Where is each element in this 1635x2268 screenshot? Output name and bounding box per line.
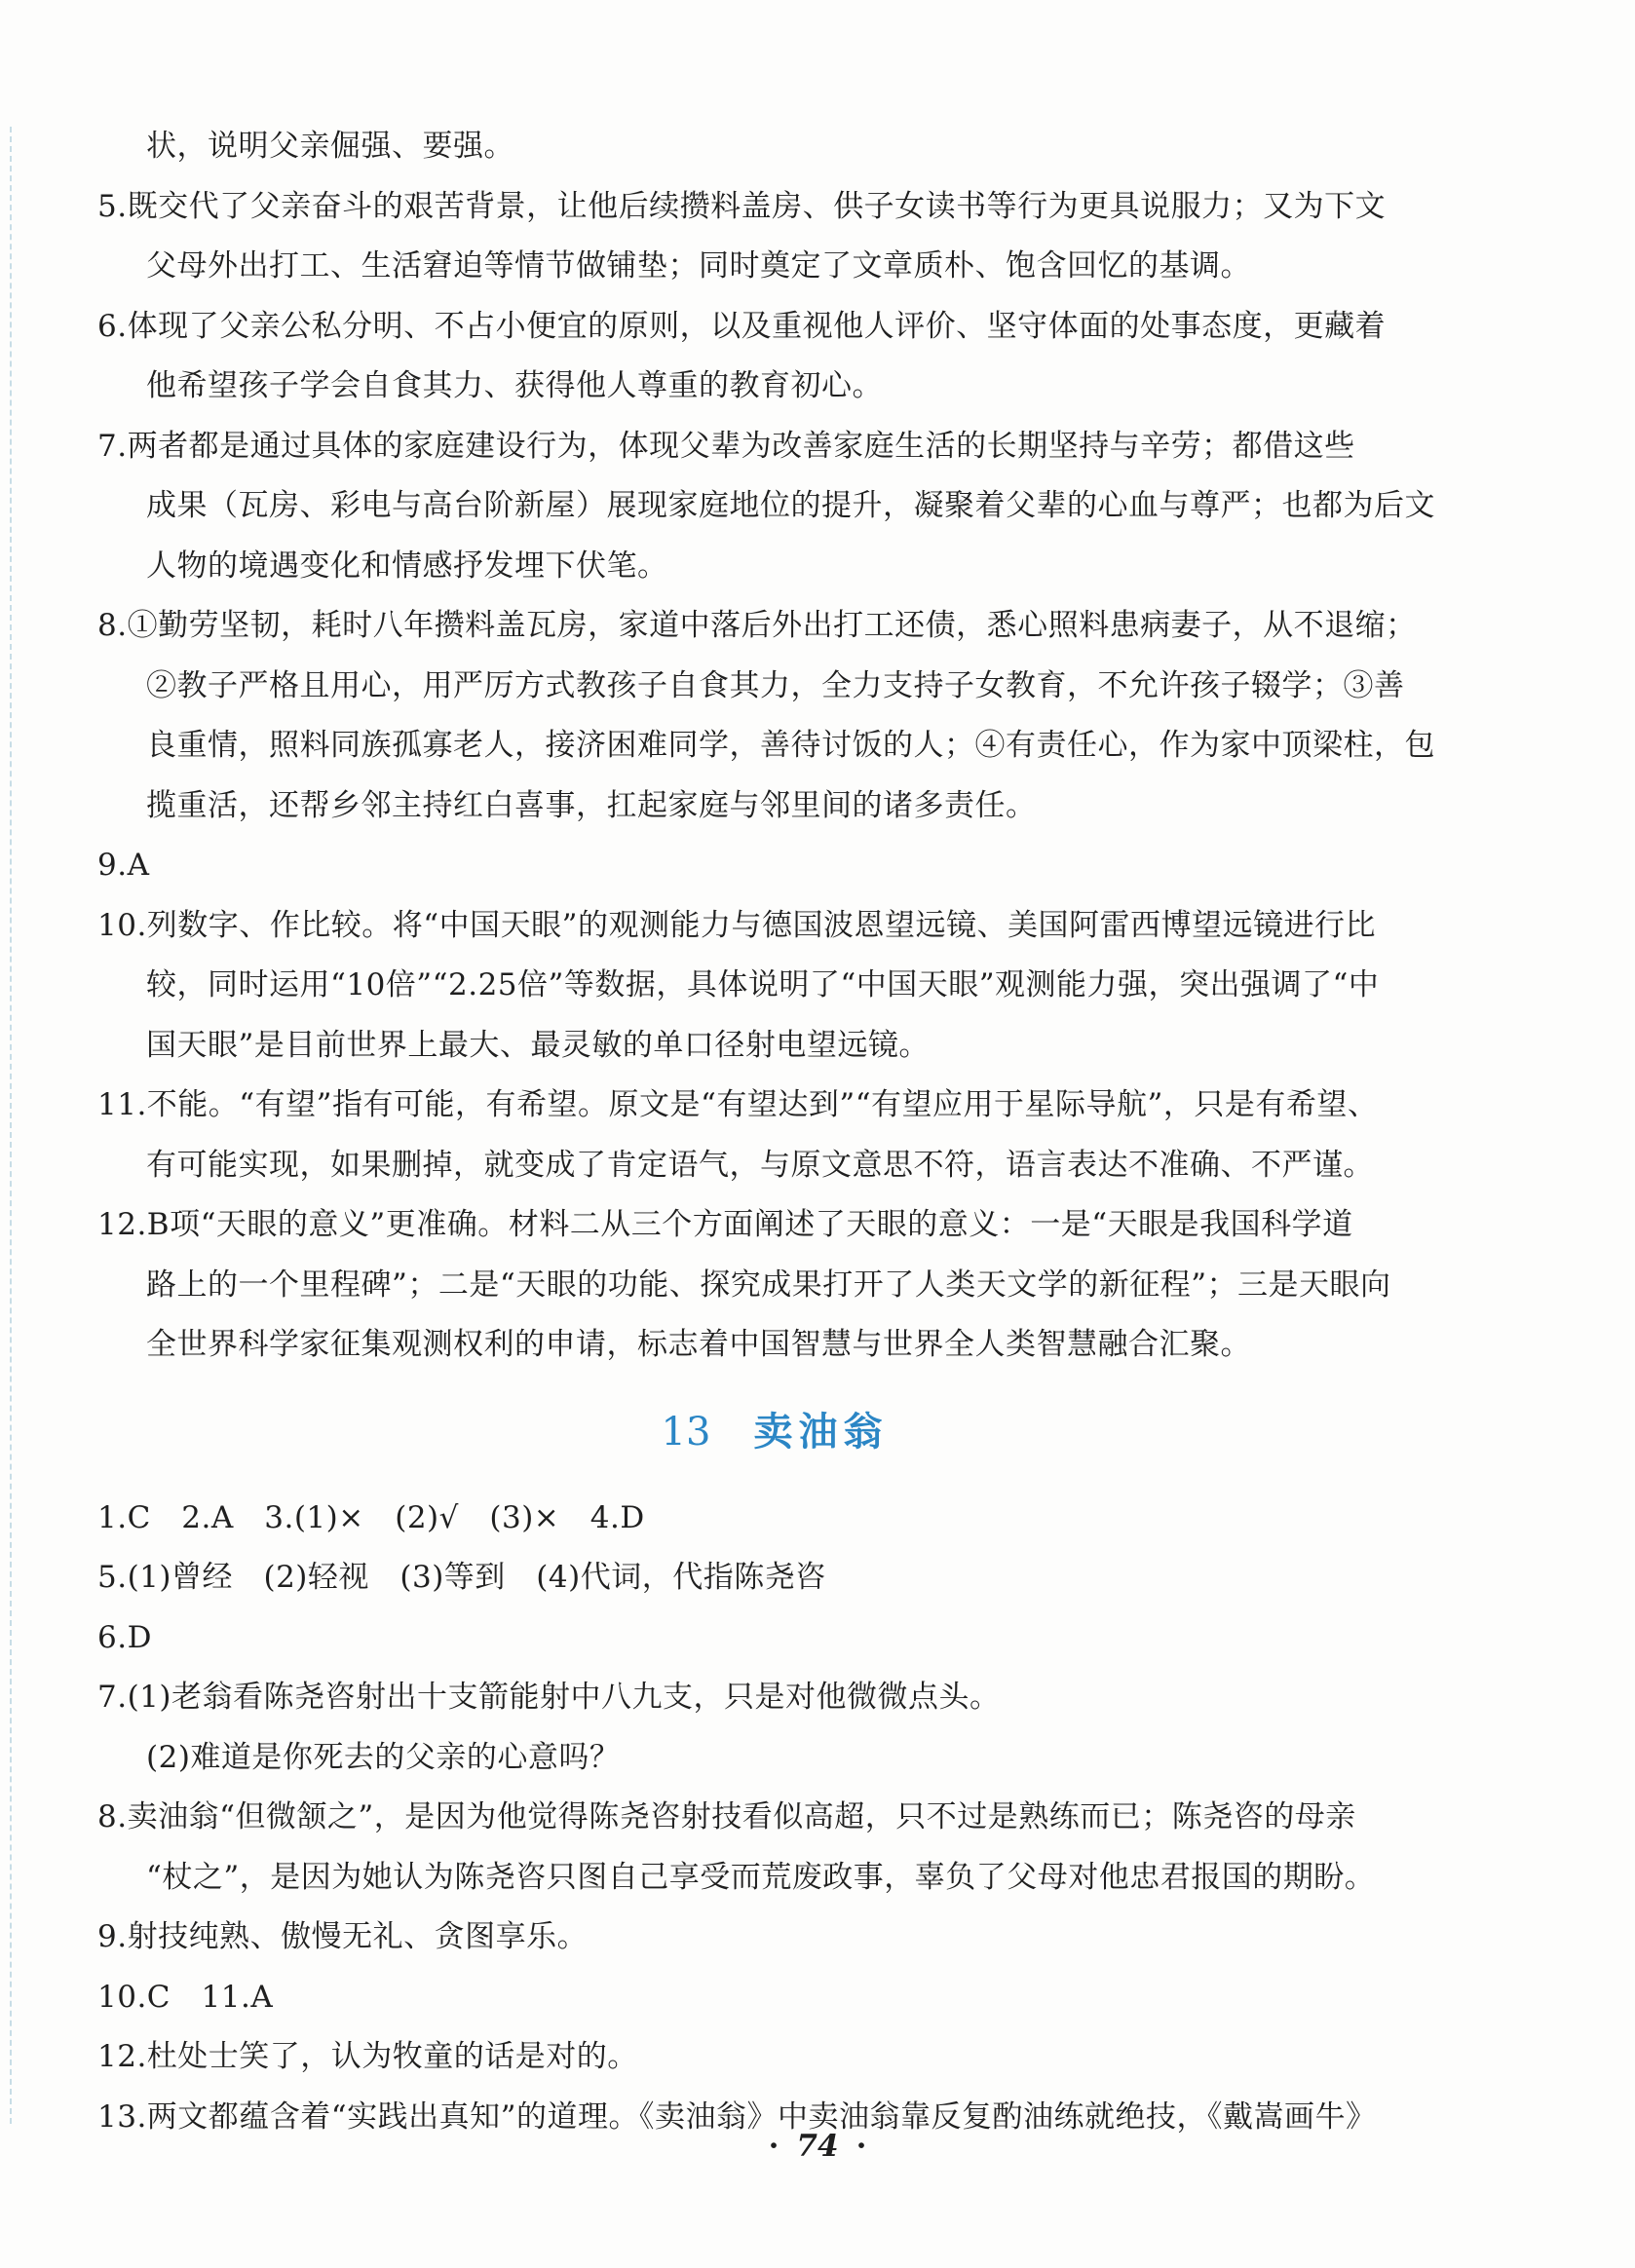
answer-line: 9.射技纯熟、傲慢无礼、贪图享乐。 [97, 1919, 589, 1954]
answer-line: 6.体现了父亲公私分明、不占小便宜的原则，以及重视他人评价、坚守体面的处事态度，更藏着 [97, 308, 1387, 344]
answer-line: 父母外出打工、生活窘迫等情节做铺垫；同时奠定了文章质朴、饱含回忆的基调。 [146, 248, 1251, 284]
answer-line: 他希望孩子学会自食其力、获得他人尊重的教育初心。 [146, 368, 883, 403]
answers-section-13 [97, 1489, 1452, 2148]
answer-line: 13.两文都蕴含着“实践出真知”的道理。《卖油翁》中卖油翁靠反复酌油练就绝技，《戴嵩画牛》 [97, 2098, 1377, 2135]
answer-line: 状，说明父亲倔强、要强。 [146, 129, 514, 164]
answer-line: 12.B项“天眼的意义”更准确。材料二从三个方面阐述了天眼的意义：一是“天眼是我国科学道 [97, 1207, 1353, 1242]
page-number-dot-right: · [856, 2129, 867, 2164]
page-number-dot-left: · [768, 2129, 779, 2164]
answer-line: 路上的一个里程碑”；二是“天眼的功能、探究成果打开了人类天文学的新征程”；三是天眼向 [146, 1266, 1391, 1303]
section-number: 13 [661, 1409, 711, 1455]
answer-line: 12.杜处士笑了，认为牧童的话是对的。 [97, 2039, 638, 2074]
answer-line: 9.A [97, 848, 150, 883]
answer-line: 6.D [97, 1619, 152, 1655]
answer-line: 人物的境遇变化和情感抒发埋下伏笔。 [146, 548, 668, 584]
section-name: 卖油翁 [753, 1409, 889, 1455]
answer-line: 成果（瓦房、彩电与高台阶新屋）展现家庭地位的提升，凝聚着父辈的心血与尊严；也都为后文 [146, 488, 1435, 523]
answer-line: 11.不能。“有望”指有可能，有希望。原文是“有望达到”“有望应用于星际导航”，只是有希望、 [97, 1087, 1379, 1122]
answer-line: 较，同时运用“10倍”“2.25倍”等数据，具体说明了“中国天眼”观测能力强，突出强调了“中 [146, 967, 1380, 1002]
answer-line: 5.(1)曾经 (2)轻视 (3)等到 (4)代词，代指陈尧咨 [97, 1560, 826, 1595]
page-number-value: 74 [796, 2129, 839, 2164]
answer-line: 1.C 2.A 3.(1)× (2)√ (3)× 4.D [97, 1499, 645, 1535]
page-number [0, 2129, 1635, 2164]
answer-line: 7.两者都是通过具体的家庭建设行为，体现父辈为改善家庭生活的长期坚持与辛劳；都借这些 [97, 428, 1355, 464]
answer-line: ②教子严格且用心，用严厉方式教孩子自食其力，全力支持子女教育，不允许孩子辍学；③善 [146, 667, 1405, 703]
section-heading [97, 1376, 1452, 1489]
scan-edge-mark [10, 127, 16, 2124]
answer-line: 揽重活，还帮乡邻主持红白喜事，扛起家庭与邻里间的诸多责任。 [146, 787, 1037, 823]
answer-line: 7.(1)老翁看陈尧咨射出十支箭能射中八九支，只是对他微微点头。 [97, 1680, 1001, 1715]
answer-line: (2)难道是你死去的父亲的心意吗？ [146, 1739, 621, 1775]
answer-line: 国天眼”是目前世界上最大、最灵敏的单口径射电望远镜。 [146, 1027, 930, 1063]
answer-line: “杖之”，是因为她认为陈尧咨只图自己享受而荒废政事，辜负了父母对他忠君报国的期盼。 [146, 1859, 1376, 1895]
answer-line: 10.C 11.A [97, 1979, 274, 2015]
answer-line: 8.①勤劳坚韧，耗时八年攒料盖瓦房，家道中落后外出打工还债，悉心照料患病妻子，从不退缩； [97, 608, 1417, 643]
answer-line: 8.卖油翁“但微颔之”，是因为他觉得陈尧咨射技看似高超，只不过是熟练而已；陈尧咨的母亲 [97, 1799, 1356, 1834]
answer-line: 有可能实现，如果删掉，就变成了肯定语气，与原文意思不符，语言表达不准确、不严谨。 [146, 1147, 1374, 1183]
answer-line: 10.列数字、作比较。将“中国天眼”的观测能力与德国波恩望远镜、美国阿雷西博望远镜进行比 [97, 907, 1376, 943]
answers-section-12 [97, 117, 1452, 1376]
answer-content [97, 117, 1452, 2147]
answer-line: 全世界科学家征集观测权利的申请，标志着中国智慧与世界全人类智慧融合汇聚。 [146, 1327, 1251, 1362]
answer-line: 5.既交代了父亲奋斗的艰苦背景，让他后续攒料盖房、供子女读书等行为更具说服力；又为下文 [97, 188, 1387, 224]
answer-line: 良重情，照料同族孤寡老人，接济困难同学，善待讨饭的人；④有责任心，作为家中顶梁柱，包 [146, 728, 1435, 763]
